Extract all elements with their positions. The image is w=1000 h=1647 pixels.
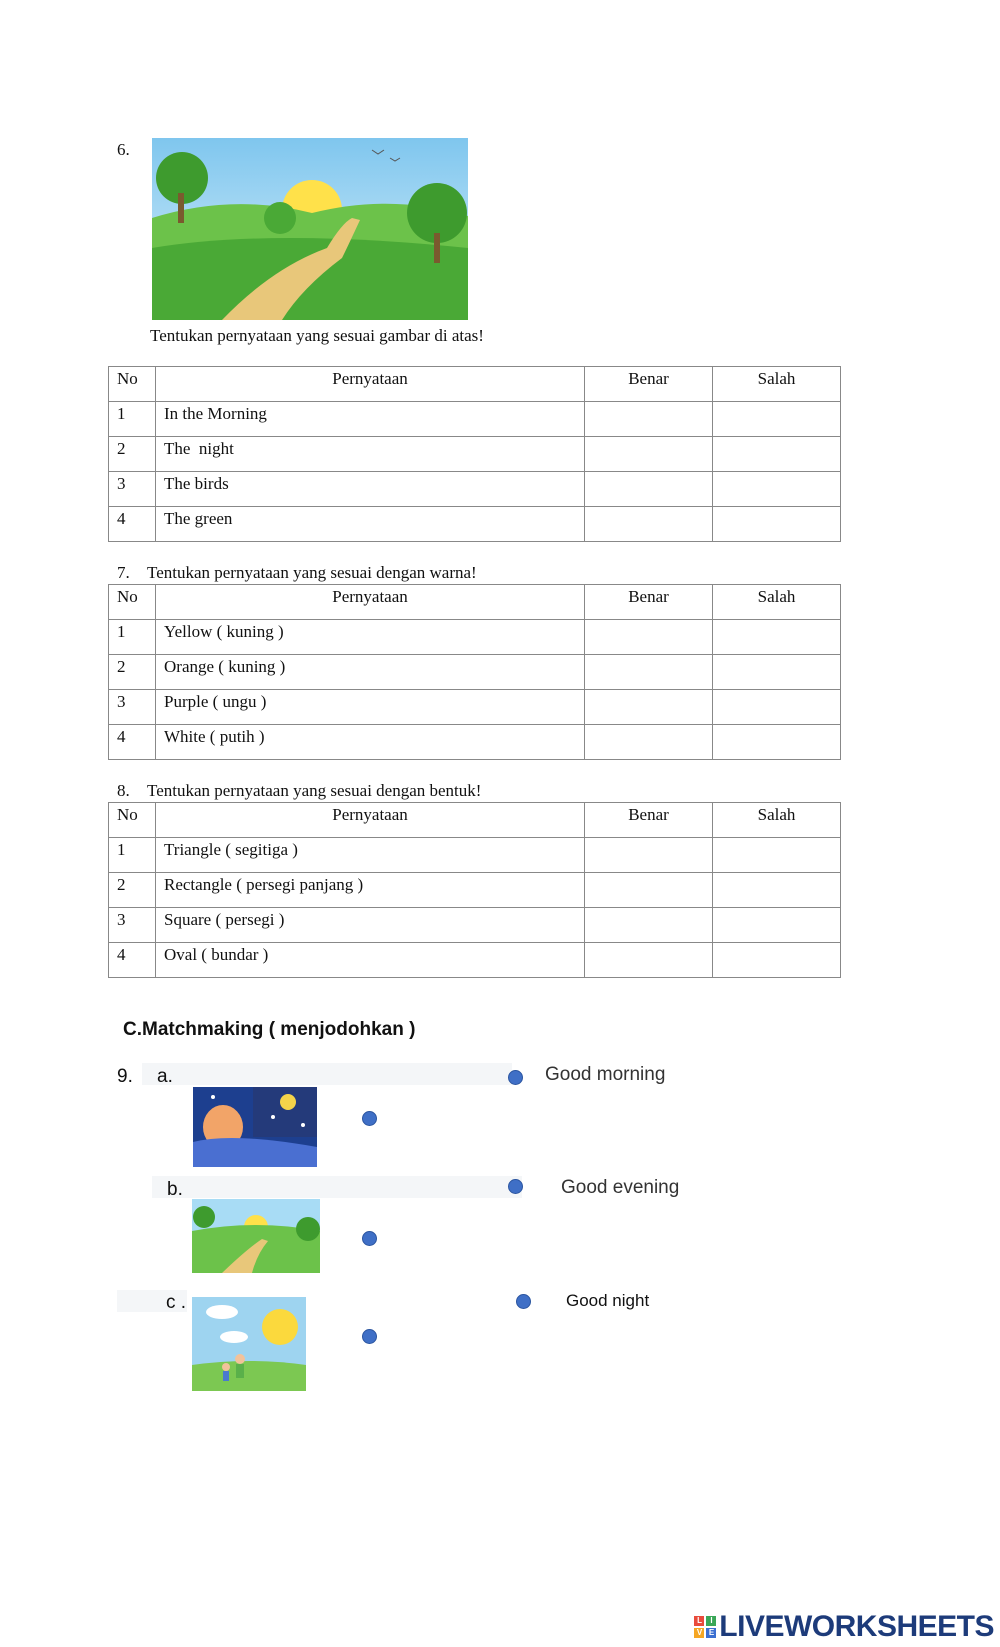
benar-cell[interactable] (585, 507, 713, 542)
table-row (109, 402, 841, 437)
row-no: 3 (109, 690, 156, 725)
salah-cell[interactable] (713, 873, 841, 908)
answer-good-morning: Good morning (545, 1064, 666, 1085)
row-no: 4 (109, 725, 156, 760)
answer-good-night: Good night (566, 1291, 650, 1310)
table-header-row (109, 367, 841, 402)
match-dot-answer-1[interactable] (508, 1070, 523, 1085)
section-c-title: C.Matchmaking ( menjodohkan ) (123, 1019, 416, 1040)
row-statement: Orange ( kuning ) (156, 655, 585, 690)
question-8-table (108, 802, 841, 978)
benar-cell[interactable] (585, 873, 713, 908)
salah-cell[interactable] (713, 943, 841, 978)
answer-good-evening: Good evening (561, 1177, 680, 1198)
salah-cell[interactable] (713, 725, 841, 760)
benar-cell[interactable] (585, 690, 713, 725)
benar-cell[interactable] (585, 908, 713, 943)
item-a-letter: a. (157, 1066, 173, 1087)
row-no: 4 (109, 507, 156, 542)
header-no: No (109, 367, 156, 402)
salah-cell[interactable] (713, 402, 841, 437)
row-statement: Purple ( ungu ) (156, 690, 585, 725)
row-no: 3 (109, 472, 156, 507)
row-no: 2 (109, 437, 156, 472)
header-pernyataan: Pernyataan (156, 803, 585, 838)
salah-cell[interactable] (713, 655, 841, 690)
table-row (109, 908, 841, 943)
benar-cell[interactable] (585, 838, 713, 873)
row-statement: Yellow ( kuning ) (156, 620, 585, 655)
morning-landscape-image (192, 1199, 320, 1273)
row-statement: White ( putih ) (156, 725, 585, 760)
salah-cell[interactable] (713, 908, 841, 943)
item-a-strip (142, 1063, 512, 1085)
question-8-number: 8. (117, 781, 130, 800)
benar-cell[interactable] (585, 437, 713, 472)
night-sleeping-image (193, 1087, 317, 1167)
row-statement: The green (156, 507, 585, 542)
header-salah: Salah (713, 367, 841, 402)
match-dot-image-a[interactable] (362, 1111, 377, 1126)
table-row (109, 725, 841, 760)
item-b-strip (152, 1176, 522, 1198)
row-no: 1 (109, 620, 156, 655)
match-dot-image-c[interactable] (362, 1329, 377, 1344)
salah-cell[interactable] (713, 620, 841, 655)
question-8-instruction: Tentukan pernyataan yang sesuai dengan bentuk! (147, 781, 482, 800)
question-7-number: 7. (117, 563, 130, 582)
row-no: 1 (109, 838, 156, 873)
table-header-row (109, 585, 841, 620)
logo-blocks-icon: L I V E (694, 1616, 716, 1638)
row-no: 2 (109, 873, 156, 908)
question-6-instruction: Tentukan pernyataan yang sesuai gambar di atas! (150, 326, 484, 345)
row-statement: The birds (156, 472, 585, 507)
benar-cell[interactable] (585, 943, 713, 978)
row-no: 1 (109, 402, 156, 437)
liveworksheets-logo (694, 1610, 994, 1644)
row-statement: Rectangle ( persegi panjang ) (156, 873, 585, 908)
header-benar: Benar (585, 585, 713, 620)
header-benar: Benar (585, 803, 713, 838)
question-6-number: 6. (117, 140, 130, 159)
question-9-number: 9. (117, 1066, 133, 1087)
table-header-row (109, 803, 841, 838)
benar-cell[interactable] (585, 472, 713, 507)
salah-cell[interactable] (713, 838, 841, 873)
salah-cell[interactable] (713, 472, 841, 507)
table-row (109, 690, 841, 725)
row-statement: Triangle ( segitiga ) (156, 838, 585, 873)
item-b-letter: b. (167, 1179, 183, 1200)
row-statement: Square ( persegi ) (156, 908, 585, 943)
question-7-instruction: Tentukan pernyataan yang sesuai dengan warna! (147, 563, 477, 582)
benar-cell[interactable] (585, 620, 713, 655)
logo-text: LIVEWORKSHEETS (719, 1610, 994, 1643)
landscape-morning-image (152, 138, 468, 320)
header-salah: Salah (713, 585, 841, 620)
salah-cell[interactable] (713, 507, 841, 542)
table-row (109, 943, 841, 978)
row-no: 3 (109, 908, 156, 943)
question-7-table (108, 584, 841, 760)
salah-cell[interactable] (713, 437, 841, 472)
header-pernyataan: Pernyataan (156, 585, 585, 620)
benar-cell[interactable] (585, 402, 713, 437)
header-pernyataan: Pernyataan (156, 367, 585, 402)
header-no: No (109, 803, 156, 838)
salah-cell[interactable] (713, 690, 841, 725)
match-dot-image-b[interactable] (362, 1231, 377, 1246)
header-salah: Salah (713, 803, 841, 838)
row-statement: The night (156, 437, 585, 472)
row-no: 4 (109, 943, 156, 978)
table-row (109, 873, 841, 908)
match-dot-answer-3[interactable] (516, 1294, 531, 1309)
match-dot-answer-2[interactable] (508, 1179, 523, 1194)
table-row (109, 507, 841, 542)
table-row (109, 472, 841, 507)
table-row (109, 437, 841, 472)
header-no: No (109, 585, 156, 620)
row-statement: Oval ( bundar ) (156, 943, 585, 978)
benar-cell[interactable] (585, 725, 713, 760)
sunny-day-image (192, 1297, 306, 1391)
row-no: 2 (109, 655, 156, 690)
table-row (109, 655, 841, 690)
row-statement: In the Morning (156, 402, 585, 437)
table-row (109, 838, 841, 873)
benar-cell[interactable] (585, 655, 713, 690)
header-benar: Benar (585, 367, 713, 402)
item-c-letter: c . (166, 1292, 187, 1313)
table-row (109, 620, 841, 655)
question-6-table (108, 366, 841, 542)
